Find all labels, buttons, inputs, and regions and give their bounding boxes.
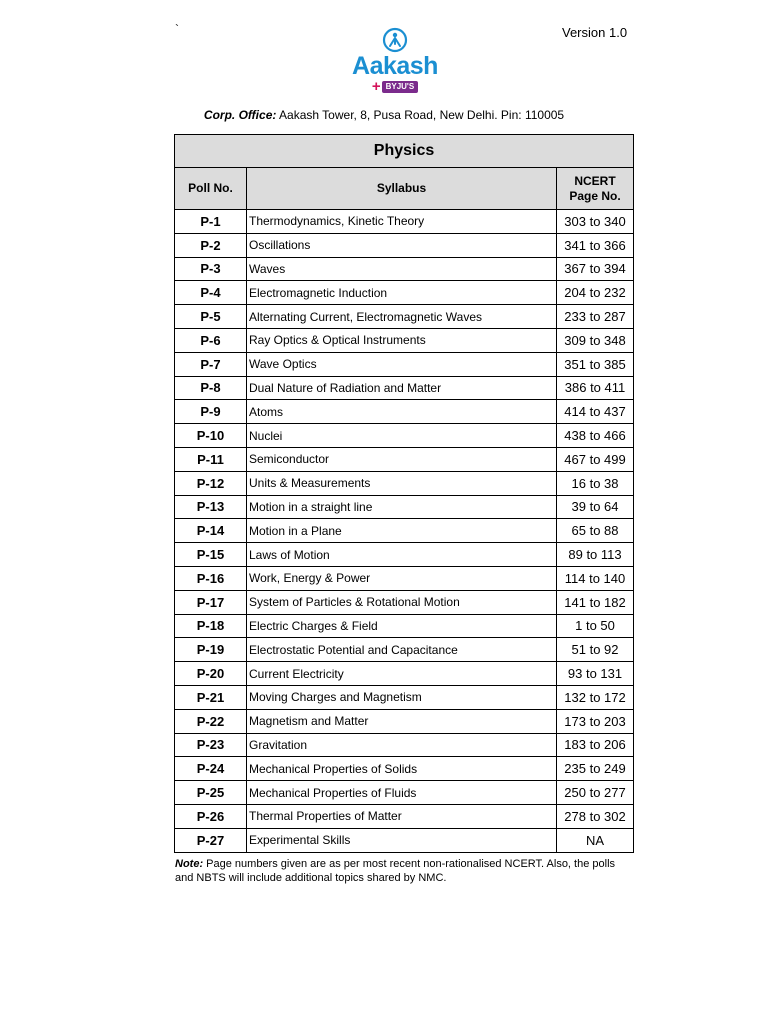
cell-page-range: 438 to 466 [557, 424, 634, 448]
cell-syllabus: Electric Charges & Field [247, 614, 557, 638]
table-row [175, 804, 634, 828]
note-label: Note: [175, 858, 204, 870]
table-row [175, 757, 634, 781]
cell-syllabus: Gravitation [247, 733, 557, 757]
table-row [175, 210, 634, 234]
table-row [175, 566, 634, 590]
table-row [175, 590, 634, 614]
table-row [175, 305, 634, 329]
cell-poll-number: P-25 [175, 781, 247, 805]
cell-page-range: 39 to 64 [557, 495, 634, 519]
table-header-row [175, 168, 634, 210]
table-row [175, 662, 634, 686]
cell-poll-number: P-19 [175, 638, 247, 662]
table-row [175, 471, 634, 495]
cell-poll-number: P-23 [175, 733, 247, 757]
cell-syllabus: Mechanical Properties of Fluids [247, 781, 557, 805]
table-row [175, 257, 634, 281]
logo-wordmark: Aakash [352, 52, 438, 80]
aakash-emblem-icon [382, 27, 408, 53]
cell-syllabus: Work, Energy & Power [247, 566, 557, 590]
cell-page-range: 183 to 206 [557, 733, 634, 757]
table-row [175, 519, 634, 543]
cell-poll-number: P-3 [175, 257, 247, 281]
cell-poll-number: P-8 [175, 376, 247, 400]
table-row [175, 733, 634, 757]
cell-poll-number: P-13 [175, 495, 247, 519]
cell-syllabus: Electromagnetic Induction [247, 281, 557, 305]
cell-poll-number: P-7 [175, 352, 247, 376]
table-row [175, 709, 634, 733]
cell-page-range: 89 to 113 [557, 543, 634, 567]
table-row [175, 638, 634, 662]
version-label: Version 1.0 [562, 25, 628, 40]
corporate-office-line [0, 108, 768, 122]
cell-syllabus: Atoms [247, 400, 557, 424]
table-row [175, 352, 634, 376]
table-title-row [175, 135, 634, 168]
cell-poll-number: P-9 [175, 400, 247, 424]
table-row [175, 233, 634, 257]
logo-plus: + [371, 78, 381, 95]
physics-syllabus-table [174, 134, 634, 853]
table-row [175, 281, 634, 305]
cell-page-range: 367 to 394 [557, 257, 634, 281]
cell-poll-number: P-26 [175, 804, 247, 828]
cell-poll-number: P-12 [175, 471, 247, 495]
cell-poll-number: P-1 [175, 210, 247, 234]
cell-page-range: 250 to 277 [557, 781, 634, 805]
table-row [175, 781, 634, 805]
cell-syllabus: Nuclei [247, 424, 557, 448]
cell-page-range: NA [557, 828, 634, 852]
cell-page-range: 16 to 38 [557, 471, 634, 495]
cell-poll-number: P-16 [175, 566, 247, 590]
cell-poll-number: P-10 [175, 424, 247, 448]
cell-poll-number: P-24 [175, 757, 247, 781]
cell-syllabus: Thermodynamics, Kinetic Theory [247, 210, 557, 234]
cell-page-range: 114 to 140 [557, 566, 634, 590]
table-row [175, 685, 634, 709]
cell-syllabus: Units & Measurements [247, 471, 557, 495]
table-row [175, 328, 634, 352]
cell-poll-number: P-22 [175, 709, 247, 733]
column-header-poll: Poll No. [175, 168, 247, 210]
cell-poll-number: P-27 [175, 828, 247, 852]
cell-page-range: 309 to 348 [557, 328, 634, 352]
cell-syllabus: Mechanical Properties of Solids [247, 757, 557, 781]
cell-syllabus: Moving Charges and Magnetism [247, 685, 557, 709]
cell-page-range: 233 to 287 [557, 305, 634, 329]
cell-page-range: 235 to 249 [557, 757, 634, 781]
cell-page-range: 1 to 50 [557, 614, 634, 638]
logo-byjus-badge [371, 78, 418, 95]
cell-page-range: 351 to 385 [557, 352, 634, 376]
stray-mark: ` [175, 22, 179, 36]
cell-page-range: 141 to 182 [557, 590, 634, 614]
cell-syllabus: Magnetism and Matter [247, 709, 557, 733]
column-header-page-line2: Page No. [569, 188, 621, 203]
cell-page-range: 303 to 340 [557, 210, 634, 234]
cell-page-range: 51 to 92 [557, 638, 634, 662]
cell-poll-number: P-21 [175, 685, 247, 709]
cell-syllabus: Motion in a Plane [247, 519, 557, 543]
cell-page-range: 204 to 232 [557, 281, 634, 305]
cell-syllabus: Alternating Current, Electromagnetic Waves [247, 305, 557, 329]
cell-poll-number: P-4 [175, 281, 247, 305]
table-row [175, 400, 634, 424]
cell-page-range: 173 to 203 [557, 709, 634, 733]
cell-syllabus: Experimental Skills [247, 828, 557, 852]
cell-poll-number: P-18 [175, 614, 247, 638]
aakash-logo [344, 27, 446, 97]
column-header-page-line1: NCERT [574, 173, 616, 188]
cell-syllabus: Thermal Properties of Matter [247, 804, 557, 828]
cell-syllabus: Ray Optics & Optical Instruments [247, 328, 557, 352]
cell-syllabus: Electrostatic Potential and Capacitance [247, 638, 557, 662]
table-row [175, 447, 634, 471]
office-label: Corp. Office: [203, 108, 277, 122]
cell-page-range: 467 to 499 [557, 447, 634, 471]
table-row [175, 828, 634, 852]
cell-syllabus: Laws of Motion [247, 543, 557, 567]
cell-poll-number: P-5 [175, 305, 247, 329]
footnote [175, 857, 625, 885]
cell-poll-number: P-17 [175, 590, 247, 614]
table-title: Physics [175, 135, 634, 168]
cell-syllabus: Semiconductor [247, 447, 557, 471]
cell-syllabus: Oscillations [247, 233, 557, 257]
logo-badge-text: BYJU'S [382, 81, 419, 93]
cell-page-range: 341 to 366 [557, 233, 634, 257]
cell-poll-number: P-14 [175, 519, 247, 543]
cell-page-range: 65 to 88 [557, 519, 634, 543]
column-header-syllabus: Syllabus [247, 168, 557, 210]
cell-syllabus: Waves [247, 257, 557, 281]
cell-page-range: 132 to 172 [557, 685, 634, 709]
cell-page-range: 414 to 437 [557, 400, 634, 424]
cell-page-range: 93 to 131 [557, 662, 634, 686]
cell-page-range: 278 to 302 [557, 804, 634, 828]
cell-poll-number: P-15 [175, 543, 247, 567]
cell-syllabus: Current Electricity [247, 662, 557, 686]
cell-syllabus: System of Particles & Rotational Motion [247, 590, 557, 614]
cell-poll-number: P-6 [175, 328, 247, 352]
cell-poll-number: P-11 [175, 447, 247, 471]
column-header-page [557, 168, 634, 210]
table-row [175, 614, 634, 638]
cell-page-range: 386 to 411 [557, 376, 634, 400]
office-address: Aakash Tower, 8, Pusa Road, New Delhi. Pin: 110005 [279, 108, 565, 122]
table-row [175, 376, 634, 400]
table-row [175, 543, 634, 567]
cell-poll-number: P-2 [175, 233, 247, 257]
note-text: Page numbers given are as per most recent non-rationalised NCERT. Also, the polls and NBTS will include additional topics shared by NMC. [175, 858, 616, 884]
cell-syllabus: Wave Optics [247, 352, 557, 376]
table-row [175, 424, 634, 448]
cell-syllabus: Dual Nature of Radiation and Matter [247, 376, 557, 400]
cell-poll-number: P-20 [175, 662, 247, 686]
table-row [175, 495, 634, 519]
cell-syllabus: Motion in a straight line [247, 495, 557, 519]
